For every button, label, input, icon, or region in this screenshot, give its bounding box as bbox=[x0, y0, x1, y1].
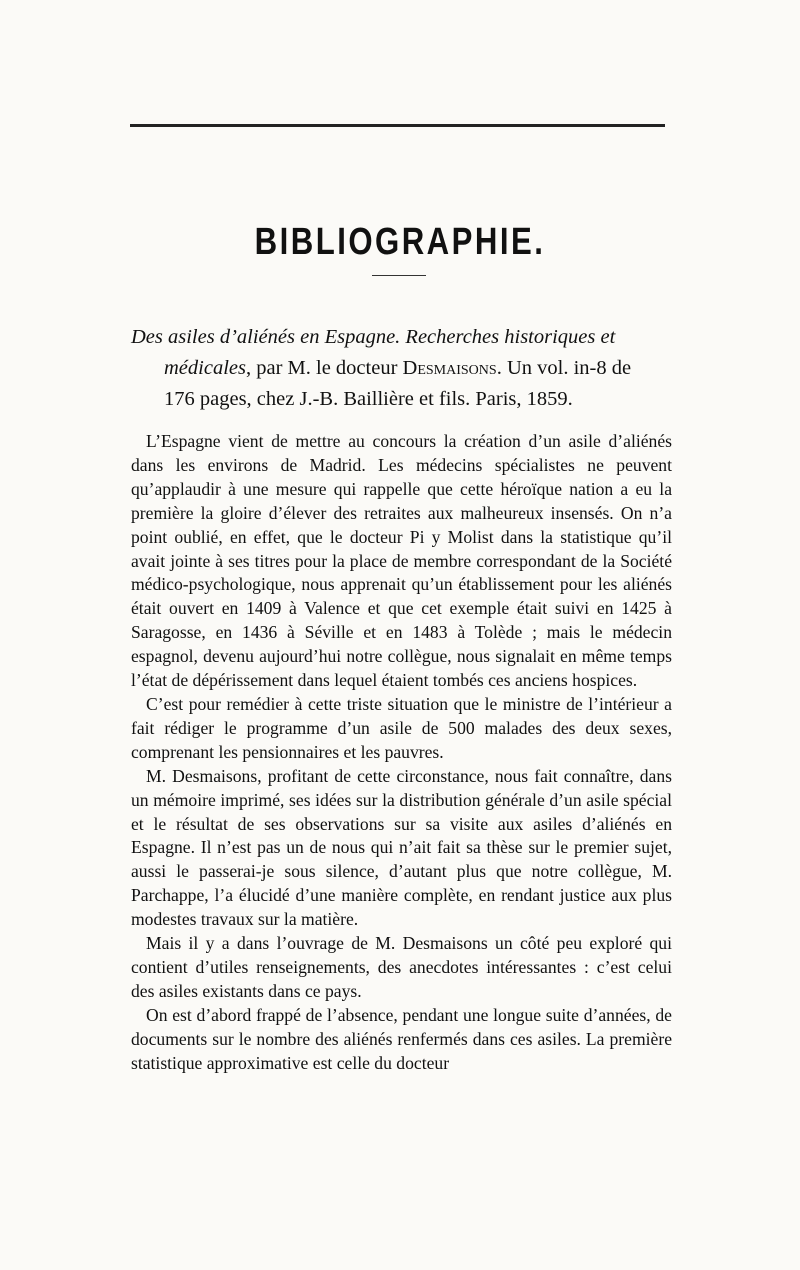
paragraph: Mais il y a dans l’ouvrage de M. Desmaisons un côté peu exploré qui contient d’utiles renseignements, des anecdotes intéressantes : c’est celui des asiles existants dans ce pays. bbox=[131, 933, 672, 1001]
book-citation bbox=[131, 322, 671, 415]
page-title: BIBLIOGRAPHIE. bbox=[254, 221, 546, 264]
book-title-part2: médicales bbox=[164, 357, 246, 379]
paragraph: C’est pour remédier à cette triste situation que le ministre de l’intérieur a fait rédiger le programme d’un asile de 500 malades des deux sexes, comprenant les pensionnaires et les pauvres. bbox=[131, 693, 672, 762]
book-title-part1: Des asiles d’aliénés en Espagne. Recherches historiques et bbox=[131, 326, 616, 348]
top-rule bbox=[130, 124, 665, 127]
paragraph: M. Desmaisons, profitant de cette circonstance, nous fait connaître, dans un mémoire imprimé, ses idées sur la distribution générale d’un asile spécial et le résultat de ses observations sur sa visite aux asiles d’aliénés en Espagne. Il n’est pas un de nous qui n’ait fait sa thèse sur le premier sujet, aussi le passerai-je sous silence, d’autant plus que notre collègue, M. Parchappe, l’a élucidé d’une manière complète, en rendant justice aux plus modestes travaux sur la matière. bbox=[131, 765, 672, 930]
paragraph: On est d’abord frappé de l’absence, pendant une longue suite d’années, de documents sur le nombre des aliénés renfermés dans ces asiles. La première statistique approximative est celle du docteur bbox=[131, 1004, 672, 1073]
title-divider bbox=[372, 275, 426, 276]
citation-publisher: 176 pages, chez J.-B. Baillière et fils. Paris, 1859. bbox=[164, 388, 573, 410]
citation-volume: . Un vol. in-8 de bbox=[496, 357, 632, 379]
paragraph: L’Espagne vient de mettre au concours la création d’un asile d’aliénés dans les environs de Madrid. Les médecins spécialistes ne peuvent qu’applaudir à une mesure qui rappelle que cette héroïque nation a eu la première la gloire d’élever des retraites aux malheureux insensés. On n’a point oublié, en effet, que le docteur Pi y Molist dans la statistique qu’il avait jointe à ses titres pour la place de membre correspondant de la Société médico-psychologique, nous apprenait qu’un établissement pour les aliénés était ouvert en 1409 à Valence et que cet exemple était suivi en 1425 à Saragosse, en 1436 à Séville et en 1483 à Tolède ; mais le médecin espagnol, devenu aujourd’hui notre collègue, nous signalait en même temps l’état de dépérissement dans lequel étaient tombés ces anciens hospices. bbox=[131, 431, 672, 691]
citation-by: , par M. le docteur bbox=[245, 357, 403, 379]
review-body bbox=[131, 430, 672, 1075]
citation-author: Desmaisons bbox=[402, 357, 497, 379]
citation-line-2 bbox=[131, 353, 671, 384]
